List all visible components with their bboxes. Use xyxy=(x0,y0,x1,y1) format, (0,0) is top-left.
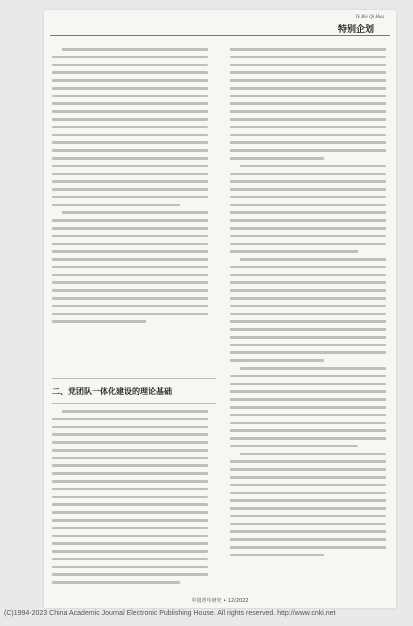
text-block xyxy=(230,258,386,362)
text-block xyxy=(230,453,386,557)
section-heading xyxy=(52,378,216,404)
text-block xyxy=(230,165,386,253)
text-block xyxy=(52,48,208,206)
column-title: 特别企划 xyxy=(337,25,374,35)
journal-page xyxy=(44,10,396,608)
right-column-text xyxy=(230,48,386,562)
column-title-english: Te Bie Qi Hua xyxy=(355,15,384,20)
text-block xyxy=(52,211,208,323)
page-footer: 中国青年研究 • 12/2022 xyxy=(191,598,249,604)
page-header xyxy=(44,10,396,48)
left-column-text xyxy=(52,48,208,328)
header-rule xyxy=(50,35,390,36)
copyright-watermark: (C)1994-2023 China Academic Journal Electronic Publishing House. All rights reserved. http://www.cnki.net xyxy=(4,610,336,617)
left-column-text-lower xyxy=(52,410,208,589)
text-block xyxy=(230,367,386,447)
text-block xyxy=(230,48,386,160)
text-block xyxy=(52,410,208,584)
section-heading-text: 二、党团队一体化建设的理论基础 xyxy=(52,385,172,396)
